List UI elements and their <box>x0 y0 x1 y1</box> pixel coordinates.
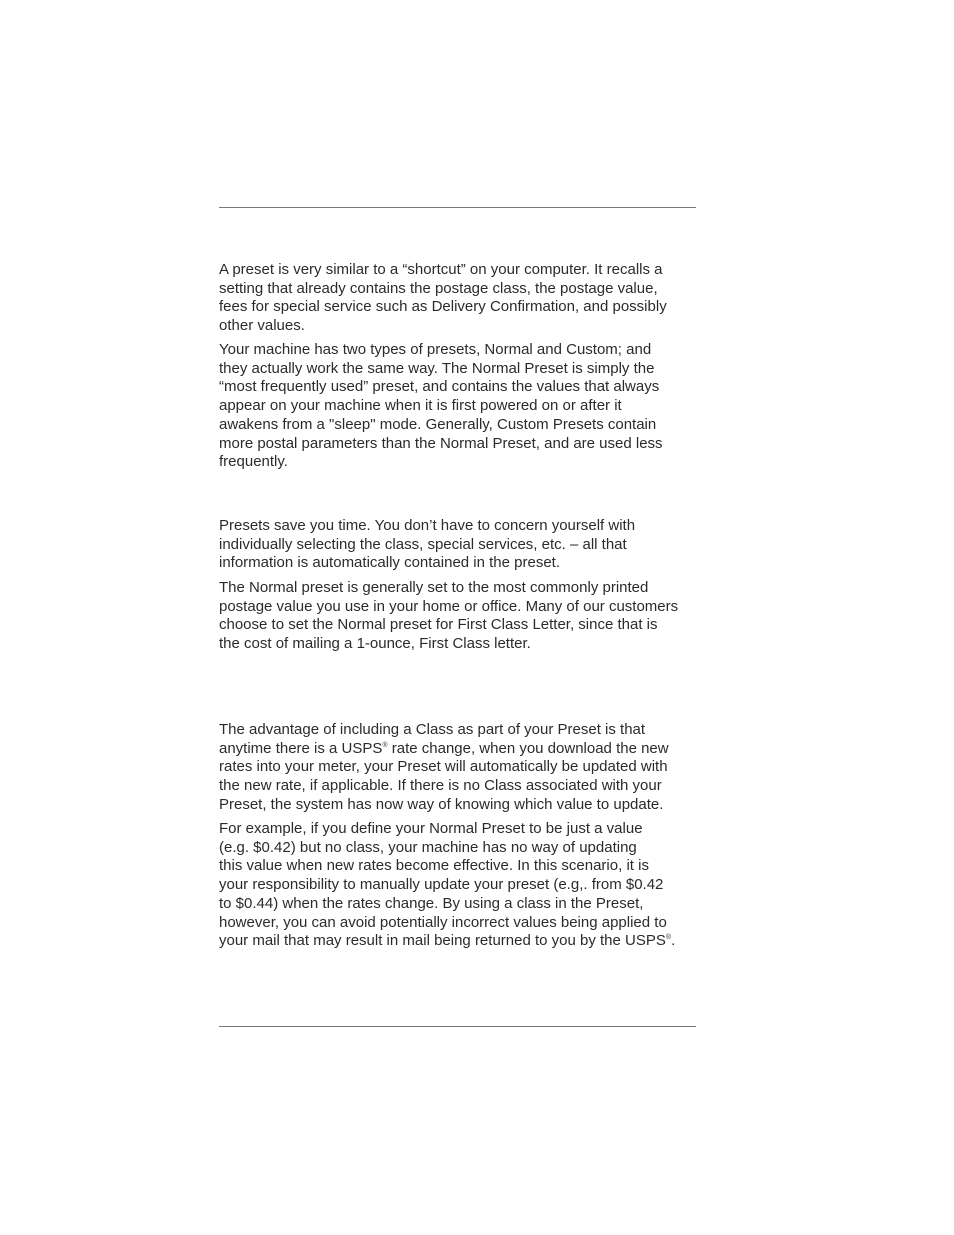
class-advantage-text-b: rate change, when you download the new rates into your meter, your Preset will automatically be updated with the new rate, if applicable. If there is no Class associated with your Preset, the system has now way of knowing which value to update. <box>219 739 669 813</box>
example-text-a: For example, if you define your Normal Preset to be just a value (e.g. $0.42) but no class, your machine has no way of updating this value when new rates become effective. In this scenario, it is your responsibility to manually update your preset (e.g,. from $0.42 to $0.44) when the rates change. By using a class in the Preset, however, you can avoid potentially incorrect values being applied to your mail that may result in mail being returned to you by the USPS <box>219 820 667 950</box>
presets-save-time-paragraph: Presets save you time. You don’t have to concern yourself with individually selecting the class, special services, etc. – all that information is automatically contained in the preset. <box>219 517 636 572</box>
class-advantage-text-a: The advantage of including a Class as part of your Preset is that anytime there is a USPS <box>219 721 646 757</box>
example-paragraph <box>219 820 701 951</box>
top-divider <box>219 207 696 208</box>
registered-mark: ® <box>665 934 672 942</box>
normal-preset-paragraph: The Normal preset is generally set to the most commonly printed postage value you use in your home or office. Many of our customers choose to set the Normal preset for First Class Letter, since that is the cost of mailing a 1-ounce, First Class letter. <box>219 579 679 653</box>
preset-definition-paragraph: A preset is very similar to a “shortcut” on your computer. It recalls a setting that already contains the postage class, the postage value, fees for special service such as Delivery Confirmation, and possibly other values. <box>219 261 667 335</box>
class-advantage-paragraph <box>219 721 701 815</box>
registered-mark: ® <box>382 741 388 749</box>
bottom-divider <box>219 1026 696 1027</box>
preset-types-paragraph: Your machine has two types of presets, Normal and Custom; and they actually work the same way. The Normal Preset is simply the “most frequently used” preset, and contains the values that always appear on your machine when it is first powered on or after it awakens from a "sleep" mode. Generally, Custom Presets contain more postal parameters than the Normal Preset, and are used less frequently. <box>219 341 663 471</box>
example-text-b: . <box>671 932 676 950</box>
